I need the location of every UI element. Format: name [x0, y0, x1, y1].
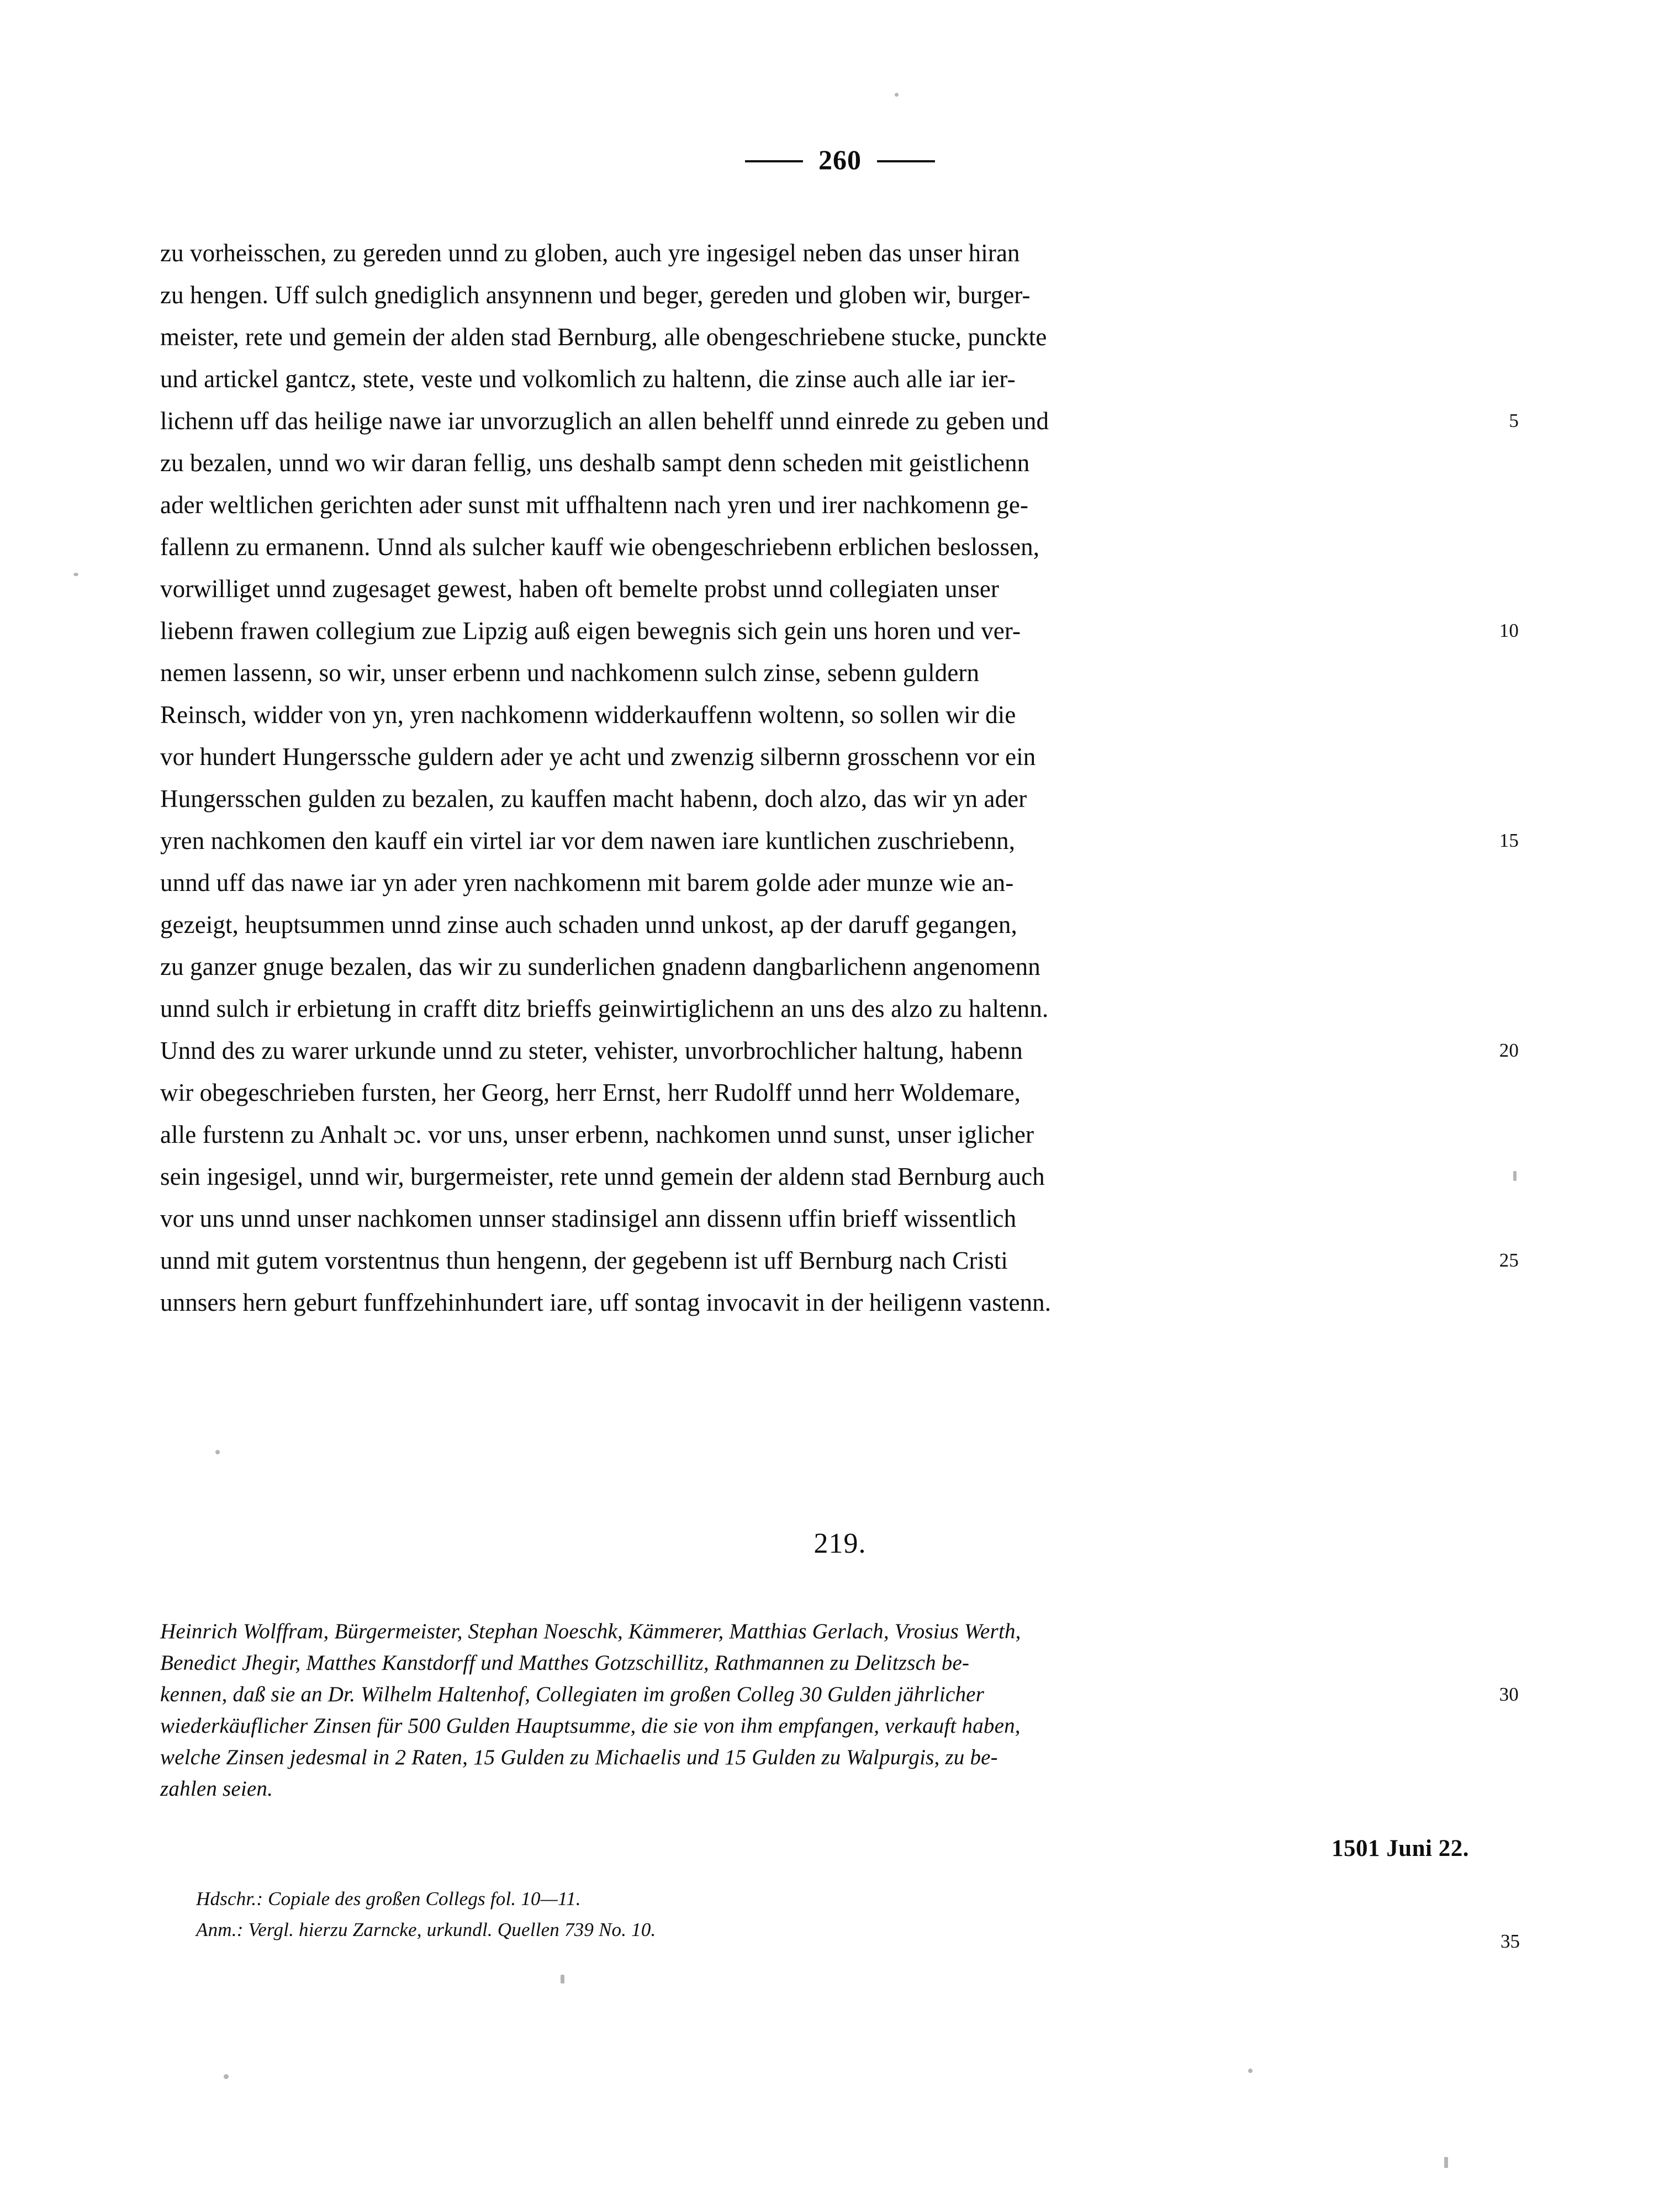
line-number: 25 — [1499, 1249, 1519, 1271]
body-line-text: unnsers hern geburt funffzehinhundert iare, uff sontag invocavit in der heiligenn vastenn. — [160, 1289, 1052, 1316]
regest-line — [160, 1710, 1469, 1742]
body-line-text: vor hundert Hungerssche guldern ader ye acht und zwenzig silbernn grosschenn vor ein — [160, 743, 1036, 771]
scan-speck — [561, 1975, 564, 1984]
body-line-text: fallenn zu ermanenn. Unnd als sulcher kauff wie obengeschriebenn erblichen beslossen, — [160, 533, 1040, 561]
note-line: Anm.: Vergl. hierzu Zarncke, urkundl. Quellen 739 No. 10. — [196, 1919, 656, 1940]
body-line — [160, 526, 1469, 568]
regest-line — [160, 1773, 1469, 1805]
body-line-text: und artickel gantcz, stete, veste und volkomlich zu haltenn, die zinse auch alle iar ier- — [160, 365, 1016, 393]
body-line — [160, 442, 1469, 484]
body-line — [160, 400, 1519, 442]
body-line-text: zu vorheisschen, zu gereden unnd zu globen, auch yre ingesigel neben das unser hiran — [160, 239, 1020, 267]
regest-line — [160, 1742, 1469, 1773]
body-line-text: sein ingesigel, unnd wir, burgermeister, rete unnd gemein der aldenn stad Bernburg auch — [160, 1163, 1045, 1190]
scan-speck — [224, 2074, 229, 2079]
body-line — [160, 610, 1519, 652]
regest-line-text: Heinrich Wolffram, Bürgermeister, Stephan Noeschk, Kämmerer, Matthias Gerlach, Vrosius Werth, — [160, 1620, 1021, 1643]
section-number: 219. — [813, 1528, 867, 1559]
body-line — [160, 1239, 1519, 1281]
line-number: 30 — [1499, 1684, 1519, 1705]
body-line — [160, 820, 1519, 862]
regest-line — [160, 1647, 1469, 1679]
body-line-text: lichenn uff das heilige nawe iar unvorzuglich an allen behelff unnd einrede zu geben und — [160, 407, 1049, 435]
regest-block — [160, 1616, 1519, 1805]
scan-speck — [215, 1450, 220, 1454]
scan-speck — [895, 93, 899, 97]
body-line-text: Hungersschen gulden zu bezalen, zu kauffen macht habenn, doch alzo, das wir yn ader — [160, 785, 1027, 813]
body-line-text: vor uns unnd unser nachkomen unnser stadinsigel ann dissenn uffin brieff wissentlich — [160, 1205, 1017, 1232]
body-line — [160, 904, 1469, 946]
body-line-text: ader weltlichen gerichten ader sunst mit uffhaltenn nach yren und irer nachkomenn ge- — [160, 491, 1029, 519]
regest-line — [160, 1616, 1469, 1647]
regest-line-text: welche Zinsen jedesmal in 2 Raten, 15 Gulden zu Michaelis und 15 Gulden zu Walpurgis, zu be- — [160, 1745, 998, 1769]
body-line — [160, 232, 1469, 274]
regest-date: 1501 Juni 22. — [1331, 1835, 1469, 1861]
body-line — [160, 778, 1469, 820]
body-line — [160, 358, 1469, 400]
body-line — [160, 1030, 1519, 1072]
body-line-text: alle furstenn zu Anhalt ɔc. vor uns, unser erbenn, nachkomen unnd sunst, unser iglicher — [160, 1121, 1034, 1148]
body-line — [160, 694, 1469, 736]
body-line-text: Reinsch, widder von yn, yren nachkomenn widderkauffenn woltenn, so sollen wir die — [160, 701, 1016, 729]
body-line-text: gezeigt, heuptsummen unnd zinse auch schaden unnd unkost, ap der daruff gegangen, — [160, 911, 1017, 938]
body-line — [160, 1156, 1469, 1198]
header-rule-left — [745, 160, 803, 162]
body-line — [160, 1072, 1469, 1114]
body-line — [160, 1114, 1469, 1156]
body-line — [160, 736, 1469, 778]
body-line — [160, 1198, 1469, 1239]
body-line-text: Unnd des zu warer urkunde unnd zu steter, vehister, unvorbrochlicher haltung, habenn — [160, 1037, 1023, 1064]
body-line-text: unnd sulch ir erbietung in crafft ditz brieffs geinwirtiglichenn an uns des alzo zu haltenn. — [160, 995, 1049, 1022]
body-line — [160, 946, 1469, 988]
line-number: 5 — [1509, 410, 1519, 431]
body-line — [160, 1281, 1469, 1323]
body-line — [160, 316, 1469, 358]
body-line — [160, 484, 1469, 526]
header-rule-right — [877, 160, 935, 162]
line-number: 15 — [1499, 830, 1519, 851]
body-line-text: nemen lassenn, so wir, unser erbenn und nachkomenn sulch zinse, sebenn guldern — [160, 659, 980, 687]
document-body — [160, 232, 1519, 1323]
source-notes — [196, 1884, 1472, 1945]
body-line-text: wir obegeschrieben fursten, her Georg, herr Ernst, herr Rudolff unnd herr Woldemare, — [160, 1079, 1021, 1106]
regest-line-text: Benedict Jhegir, Matthes Kanstdorff und Matthes Gotzschillitz, Rathmannen zu Delitzsch be- — [160, 1651, 970, 1675]
body-line-text: unnd uff das nawe iar yn ader yren nachkomenn mit barem golde ader munze wie an- — [160, 869, 1014, 896]
body-line — [160, 862, 1469, 904]
scan-speck — [1248, 2069, 1253, 2073]
body-line-text: zu bezalen, unnd wo wir daran fellig, uns deshalb sampt denn scheden mit geistlichenn — [160, 449, 1030, 477]
note-line: Hdschr.: Copiale des großen Collegs fol. 10—11. — [196, 1888, 581, 1910]
body-line-text: zu ganzer gnuge bezalen, das wir zu sunderlichen gnadenn dangbarlichenn angenomenn — [160, 953, 1040, 980]
body-line-text: vorwilliget unnd zugesaget gewest, haben oft bemelte probst unnd collegiaten unser — [160, 575, 1000, 603]
body-line-text: yren nachkomen den kauff ein virtel iar vor dem nawen iare kuntlichen zuschriebenn, — [160, 827, 1016, 854]
line-number: 20 — [1499, 1040, 1519, 1061]
scan-speck — [1513, 1171, 1517, 1181]
body-line-text: liebenn frawen collegium zue Lipzig auß eigen bewegnis sich gein uns horen und ver- — [160, 617, 1021, 645]
scan-speck — [73, 573, 78, 576]
body-line-text: unnd mit gutem vorstentnus thun hengenn, der gegebenn ist uff Bernburg nach Cristi — [160, 1247, 1008, 1274]
regest-line — [160, 1679, 1519, 1710]
body-line — [160, 568, 1469, 610]
body-line — [160, 652, 1469, 694]
regest-line-text: wiederkäuflicher Zinsen für 500 Gulden Hauptsumme, die sie von ihm empfangen, verkauft haben, — [160, 1714, 1021, 1738]
page-number: 260 — [818, 144, 862, 175]
page-number-header — [0, 144, 1680, 176]
body-line-text: zu hengen. Uff sulch gnediglich ansynnenn und beger, gereden und globen wir, burger- — [160, 281, 1031, 309]
body-line-text: meister, rete und gemein der alden stad Bernburg, alle obengeschriebene stucke, punckte — [160, 323, 1047, 351]
body-line — [160, 274, 1469, 316]
body-line — [160, 988, 1469, 1030]
regest-line-text: zahlen seien. — [160, 1777, 273, 1801]
regest-line-text: kennen, daß sie an Dr. Wilhelm Haltenhof, Collegiaten im großen Colleg 30 Gulden jährlicher — [160, 1682, 985, 1706]
line-number: 10 — [1499, 620, 1519, 641]
scan-speck — [1444, 2157, 1448, 2168]
line-number: 35 — [1501, 1930, 1520, 1952]
